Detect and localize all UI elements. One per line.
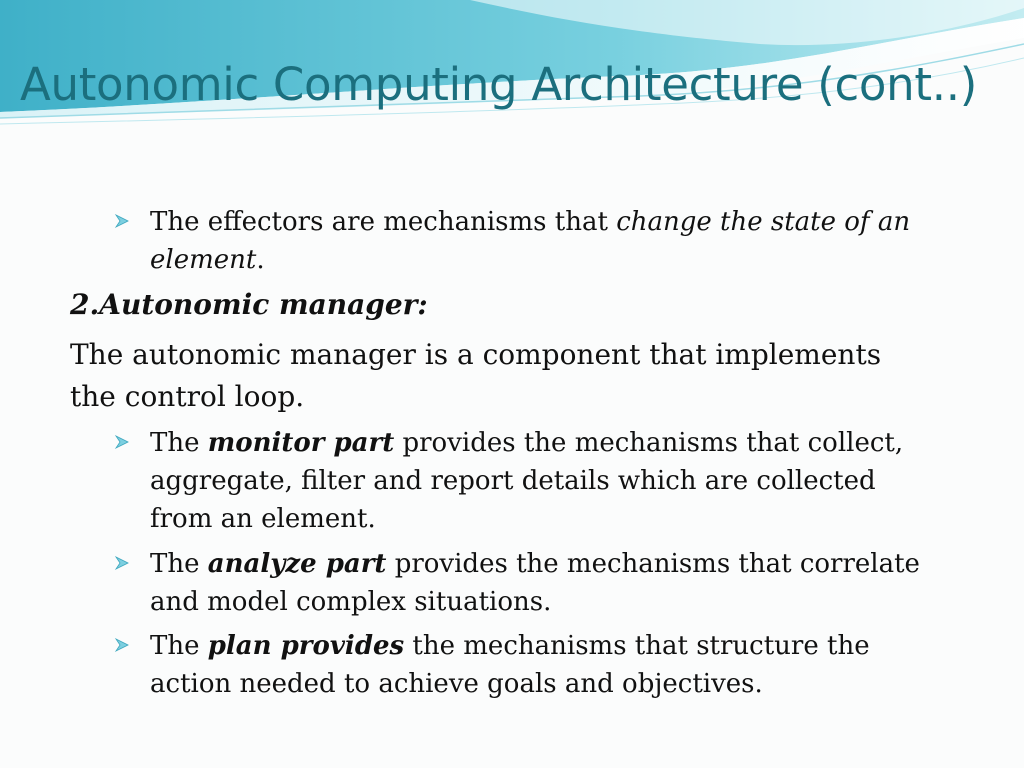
section-paragraph: The autonomic manager is a component that implements the control loop. bbox=[70, 338, 882, 413]
bullet-text: the mechanisms that structure the action needed to achieve goals and objectives. bbox=[150, 631, 870, 699]
bullet-tail: . bbox=[256, 245, 265, 275]
bullet-analyze bbox=[150, 545, 940, 621]
bullet-emphasis: change the state of an element bbox=[150, 207, 911, 275]
bullet-prefix: The bbox=[150, 631, 208, 661]
bullet-keyword: analyze part bbox=[207, 549, 387, 579]
bullet-text: provides the mechanisms that correlate and model complex situations. bbox=[150, 549, 920, 617]
bullet-prefix: The bbox=[150, 549, 208, 579]
bullet-text: provides the mechanisms that collect, aggregate, filter and report details which are collected from an element. bbox=[150, 428, 904, 534]
bullet-keyword: plan provides bbox=[207, 631, 405, 661]
bullet-keyword: monitor part bbox=[207, 428, 395, 458]
section-heading: 2.Autonomic manager: bbox=[70, 288, 428, 321]
arrow-bullet-icon bbox=[114, 637, 130, 653]
bullet-text: The effectors are mechanisms that bbox=[150, 207, 617, 237]
bullet-monitor bbox=[150, 424, 940, 538]
slide-title: Autonomic Computing Architecture (cont..) bbox=[20, 58, 977, 111]
bullet-prefix: The bbox=[150, 428, 208, 458]
arrow-bullet-icon bbox=[114, 213, 130, 229]
arrow-bullet-icon bbox=[114, 434, 130, 450]
bullet-plan bbox=[150, 627, 940, 703]
bullet-effectors bbox=[150, 203, 940, 279]
arrow-bullet-icon bbox=[114, 555, 130, 571]
